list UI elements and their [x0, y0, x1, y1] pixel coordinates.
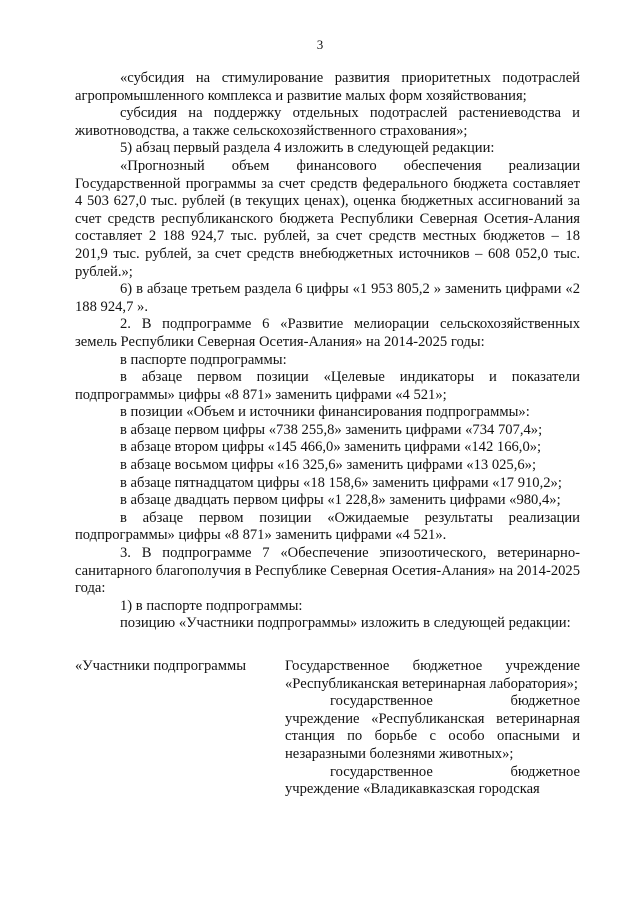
- paragraph: 1) в паспорте подпрограммы:: [120, 597, 303, 614]
- table-left-cell: «Участники подпрограммы: [75, 658, 247, 674]
- paragraph: в абзаце втором цифры «145 466,0» заменить цифрами «142 166,0»;: [120, 439, 542, 456]
- paragraph: позицию «Участники подпрограммы» изложить в следующей редакции:: [120, 615, 571, 632]
- paragraph: 6) в абзаце третьем раздела 6 цифры «1 953 805,2 » заменить цифрами «2 188 924,7 ».: [75, 281, 580, 315]
- document-body: [75, 70, 580, 633]
- paragraph: 2. В подпрограмме 6 «Развитие мелиорации сельскохозяйственных земель Республики Северная Осетия-Алания» на 2014-2025 годы:: [75, 316, 580, 350]
- page-number: 3: [316, 37, 324, 52]
- paragraph: в абзаце первом позиции «Целевые индикаторы и показатели подпрограммы» цифры «8 871» заменить цифрами «4 521»;: [75, 369, 580, 403]
- paragraph: в абзаце первом цифры «738 255,8» заменить цифрами «734 707,4»;: [120, 421, 543, 438]
- paragraph: в абзаце двадцать первом цифры «1 228,8» заменить цифрами «980,4»;: [120, 492, 561, 509]
- paragraph: в позиции «Объем и источники финансирования подпрограммы»:: [120, 404, 530, 421]
- paragraph: «субсидия на стимулирование развития приоритетных подотраслей агропромышленного комплекса и развитие малых форм хозяйствования;: [75, 70, 580, 104]
- paragraph: 5) абзац первый раздела 4 изложить в следующей редакции:: [120, 140, 495, 157]
- table-entry: государственное бюджетное учреждение «Владикавказская городская: [285, 763, 580, 798]
- paragraph: в паспорте подпрограммы:: [120, 351, 287, 368]
- table-right-cell: [285, 658, 580, 799]
- paragraph: «Прогнозный объем финансового обеспечения реализации Государственной программы за счет средств федерального бюджета составляет 4 503 627,0 тыс. рублей (в текущих ценах), оценка бюджетных ассигнований за счет средств республиканского бюджета Республики Северная Осетия-Алания составляет 2 188 924,7 тыс. рублей, за счет средств местных бюджетов – 18 201,9 тыс. рублей, за счет средств внебюджетных источников – 608 052,0 тыс. рублей.»;: [75, 157, 580, 280]
- paragraph: 3. В подпрограмме 7 «Обеспечение эпизоотического, ветеринарно-санитарного благополучия в Республике Северная Осетия-Алания» на 2014-2025 года:: [75, 545, 581, 597]
- paragraph: в абзаце первом позиции «Ожидаемые результаты реализации подпрограммы» цифры «8 871» заменить цифрами «4 521».: [75, 509, 580, 544]
- paragraph: в абзаце пятнадцатом цифры «18 158,6» заменить цифрами «17 910,2»;: [120, 474, 562, 491]
- table-entry: государственное бюджетное учреждение «Республиканская ветеринарная станция по борьбе с особо опасными и незаразными болезнями животных»;: [285, 693, 580, 762]
- table-entry: Государственное бюджетное учреждение «Республиканская ветеринарная лаборатория»;: [285, 658, 580, 692]
- paragraph: в абзаце восьмом цифры «16 325,6» заменить цифрами «13 025,6»;: [120, 457, 537, 474]
- paragraph: субсидия на поддержку отдельных подотраслей растениеводства и животноводства, а также сельскохозяйственного страхования»;: [75, 105, 580, 139]
